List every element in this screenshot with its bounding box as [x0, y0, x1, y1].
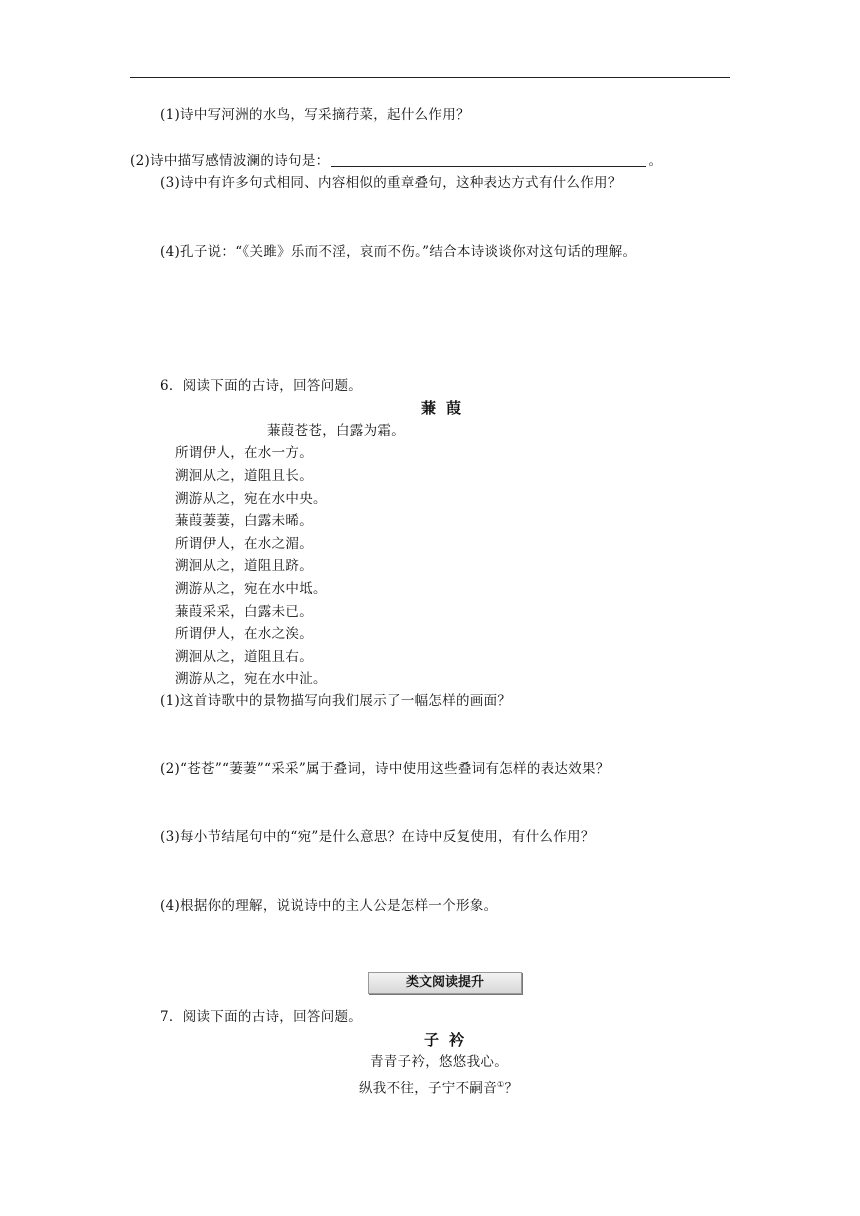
q5-sub3: (3)诗中有许多句式相同、内容相似的重章叠句，这种表达方式有什么作用？	[160, 175, 622, 191]
poem-line: 溯洄从之，道阻且跻。	[175, 558, 313, 574]
q5-sub4: (4)孔子说：“《关雎》乐而不淫，哀而不伤。”结合本诗谈谈你对这句话的理解。	[160, 244, 637, 260]
poem2-line1: 青青子衿，悠悠我心。	[370, 1054, 508, 1070]
poem-line: 所谓伊人，在水之湄。	[175, 536, 313, 552]
q6-intro: 6．阅读下面的古诗，回答问题。	[160, 378, 363, 394]
q5-sub2-prefix: (2)诗中描写感情波澜的诗句是：	[130, 153, 330, 169]
poem-line: 溯游从之，宛在水中央。	[175, 491, 327, 507]
q6-sub1: (1)这首诗歌中的景物描写向我们展示了一幅怎样的画面？	[160, 693, 512, 709]
poem2-line2	[359, 1076, 518, 1098]
header-rule	[130, 77, 730, 78]
poem-first-line: 蒹葭苍苍，白露为霜。	[267, 423, 405, 439]
poem2-line2-text: 纵我不往，子宁不嗣音	[359, 1080, 497, 1097]
poem-title: 蒹葭	[421, 399, 472, 417]
poem-line: 蒹葭萋萋，白露未晞。	[175, 513, 313, 529]
q6-sub4: (4)根据你的理解，说说诗中的主人公是怎样一个形象。	[160, 898, 498, 914]
poem-line: 所谓伊人，在水一方。	[175, 445, 313, 461]
section-banner: 类文阅读提升	[368, 972, 522, 994]
q5-sub1: (1)诗中写河洲的水鸟，写采摘荇菜，起什么作用？	[160, 107, 470, 123]
q6-sub2: (2)“苍苍”“萋萋”“采采”属于叠词，诗中使用这些叠词有怎样的表达效果？	[160, 761, 610, 777]
poem-line: 蒹葭采采，白露未已。	[175, 604, 313, 620]
poem-line: 溯洄从之，道阻且右。	[175, 649, 313, 665]
footnote-marker: ①	[497, 1080, 505, 1089]
q7-intro: 7．阅读下面的古诗，回答问题。	[160, 1009, 363, 1025]
answer-blank[interactable]	[331, 153, 646, 167]
q5-sub2-suffix: 。	[648, 153, 663, 169]
poem2-line2-end: ？	[504, 1080, 519, 1097]
poem-title-2: 子衿	[424, 1031, 475, 1049]
poem-line: 溯游从之，宛在水中沚。	[175, 671, 327, 687]
poem-line: 所谓伊人，在水之涘。	[175, 626, 313, 642]
poem-line: 溯洄从之，道阻且长。	[175, 468, 313, 484]
q5-sub2	[130, 152, 662, 170]
q6-sub3: (3)每小节结尾句中的“宛”是什么意思？在诗中反复使用，有什么作用？	[160, 829, 595, 845]
poem-line: 溯游从之，宛在水中坻。	[175, 581, 327, 597]
